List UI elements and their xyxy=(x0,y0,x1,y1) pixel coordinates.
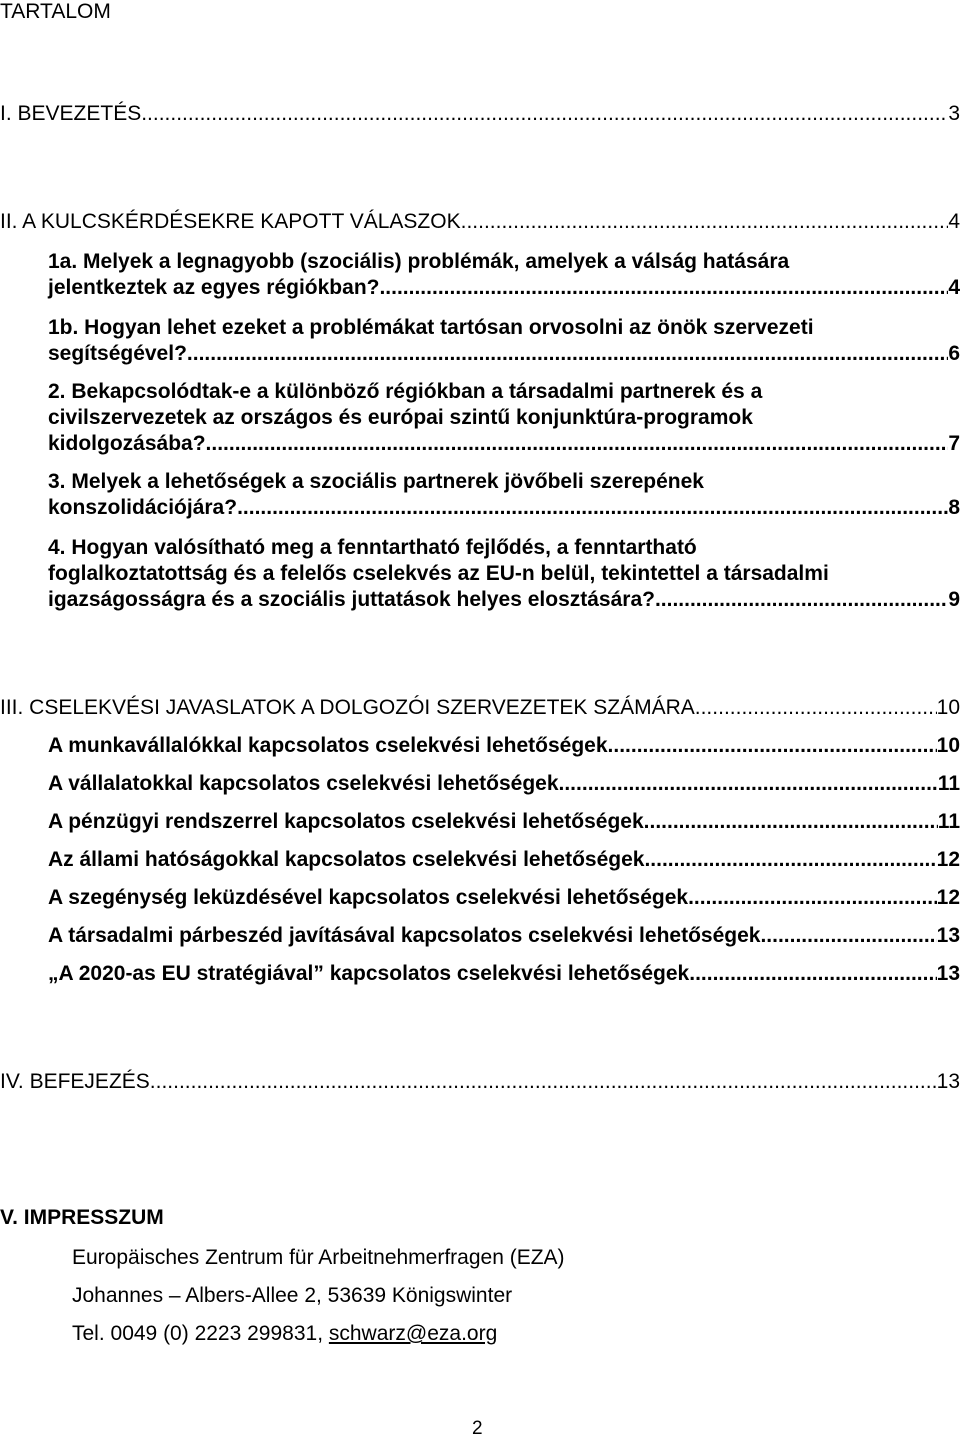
toc-entry-label: A pénzügyi rendszerrel kapcsolatos cselekvési lehetőségek xyxy=(48,810,644,833)
toc-entry-q3-line1: 3. Melyek a lehetőségek a szociális partnerek jövőbeli szerepének xyxy=(48,470,704,493)
toc-page-number: 3 xyxy=(948,102,960,125)
toc-page-number: 6 xyxy=(948,342,960,365)
toc-entry-sec2[interactable] xyxy=(0,210,960,234)
toc-entry-sec4[interactable] xyxy=(0,1070,960,1094)
toc-entry-label: A munkavállalókkal kapcsolatos cselekvési lehetőségek xyxy=(48,734,608,757)
toc-page-number: 7 xyxy=(948,432,960,455)
toc-entry-q1b[interactable] xyxy=(48,342,960,366)
toc-entry-q3[interactable] xyxy=(48,496,960,520)
toc-page-number: 4 xyxy=(948,276,960,299)
toc-entry-q2-line1: 2. Bekapcsolódtak-e a különböző régiókban a társadalmi partnerek és a xyxy=(48,380,763,403)
toc-entry-sec1[interactable] xyxy=(0,102,960,126)
toc-entry-label: A társadalmi párbeszéd javításával kapcsolatos cselekvési lehetőségek xyxy=(48,924,761,947)
toc-page-number: 4 xyxy=(948,210,960,233)
impressum-organization: Europäisches Zentrum für Arbeitnehmerfragen (EZA) xyxy=(72,1246,565,1269)
toc-entry-label: „A 2020-as EU stratégiával” kapcsolatos cselekvési lehetőségek xyxy=(48,962,690,985)
toc-entry-label: III. CSELEKVÉSI JAVASLATOK A DOLGOZÓI SZERVEZETEK SZÁMÁRA xyxy=(0,696,695,719)
toc-title: TARTALOM xyxy=(0,0,111,23)
toc-entry-label: kidolgozásába? xyxy=(48,432,206,455)
toc-entry-label: Az állami hatóságokkal kapcsolatos cselekvési lehetőségek xyxy=(48,848,645,871)
toc-entry-sec3[interactable] xyxy=(0,696,960,720)
toc-entry-q4-line2: foglalkoztatottság és a felelős cselekvés az EU-n belül, tekintettel a társadalmi xyxy=(48,562,829,585)
toc-entry-sub-authorities[interactable] xyxy=(48,848,960,872)
toc-entry-label: A vállalatokkal kapcsolatos cselekvési lehetőségek xyxy=(48,772,559,795)
toc-entry-q2-line2: civilszervezetek az országos és európai szintű konjunktúra-programok xyxy=(48,406,753,429)
toc-entry-label: IV. BEFEJEZÉS xyxy=(0,1070,150,1093)
toc-entry-sub-companies[interactable] xyxy=(48,772,960,796)
toc-page-number: 13 xyxy=(936,962,960,985)
toc-entry-label: A szegénység leküzdésével kapcsolatos cselekvési lehetőségek xyxy=(48,886,689,909)
toc-entry-label: konszolidációjára? xyxy=(48,496,238,519)
impressum-phone: Tel. 0049 (0) 2223 299831, xyxy=(72,1322,329,1345)
toc-page-number: 11 xyxy=(937,810,960,833)
toc-page-number: 11 xyxy=(937,772,960,795)
toc-entry-sub-financial[interactable] xyxy=(48,810,960,834)
toc-entry-sub-dialogue[interactable] xyxy=(48,924,960,948)
toc-entry-q4[interactable] xyxy=(48,588,960,612)
toc-entry-label: segítségével? xyxy=(48,342,187,365)
toc-page-number: 9 xyxy=(948,588,960,611)
toc-page-number: 13 xyxy=(936,1070,960,1093)
toc-entry-sub-employees[interactable] xyxy=(48,734,960,758)
toc-entry-q4-line1: 4. Hogyan valósítható meg a fenntartható fejlődés, a fenntartható xyxy=(48,536,697,559)
toc-entry-q1b-line1: 1b. Hogyan lehet ezeket a problémákat tartósan orvosolni az önök szervezeti xyxy=(48,316,814,339)
toc-entry-q1a-line1: 1a. Melyek a legnagyobb (szociális) problémák, amelyek a válság hatására xyxy=(48,250,790,273)
impressum-contact xyxy=(72,1322,497,1346)
toc-page-number: 10 xyxy=(936,696,960,719)
toc-entry-label: II. A KULCSKÉRDÉSEKRE KAPOTT VÁLASZOK xyxy=(0,210,461,233)
toc-entry-q2[interactable] xyxy=(48,432,960,456)
toc-page-number: 12 xyxy=(936,886,960,909)
toc-page-number: 8 xyxy=(948,496,960,519)
toc-entry-sub-eu2020[interactable] xyxy=(48,962,960,986)
page-number: 2 xyxy=(472,1418,483,1439)
impressum-email-link[interactable]: schwarz@eza.org xyxy=(328,1322,498,1345)
toc-entry-sub-poverty[interactable] xyxy=(48,886,960,910)
section-heading-impressum: V. IMPRESSZUM xyxy=(0,1206,164,1229)
impressum-address: Johannes – Albers-Allee 2, 53639 Königswinter xyxy=(72,1284,513,1307)
toc-entry-q1a[interactable] xyxy=(48,276,960,300)
toc-page-number: 12 xyxy=(936,848,960,871)
toc-page-number: 10 xyxy=(936,734,960,757)
toc-page-number: 13 xyxy=(936,924,960,947)
toc-entry-label: igazságosságra és a szociális juttatások helyes elosztására? xyxy=(48,588,655,611)
toc-entry-label: jelentkeztek az egyes régiókban? xyxy=(48,276,380,299)
toc-entry-label: I. BEVEZETÉS xyxy=(0,102,142,125)
